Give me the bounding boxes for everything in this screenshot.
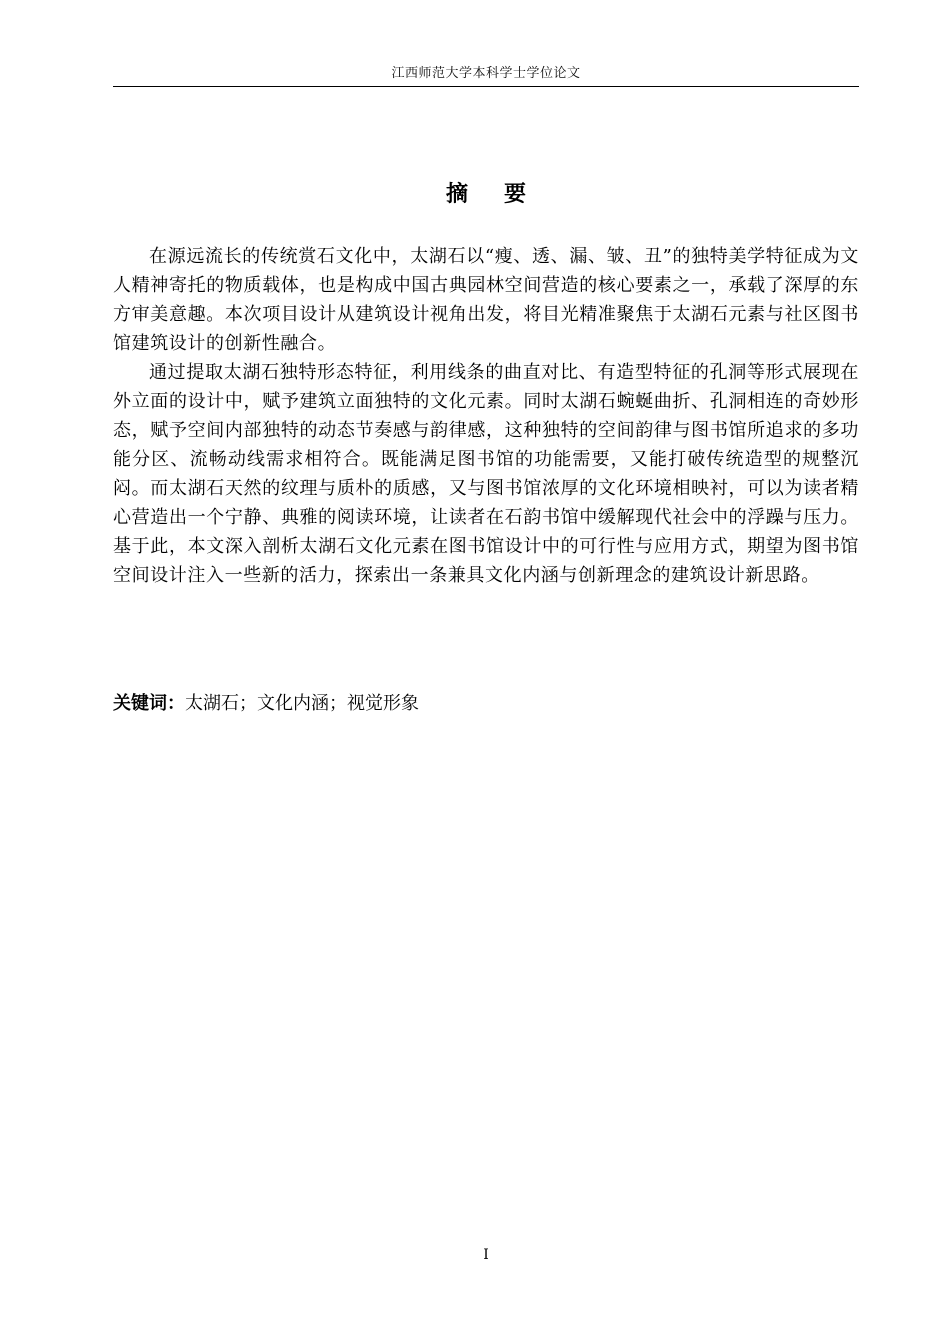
running-header: 江西师范大学本科学士学位论文 <box>391 66 581 81</box>
abstract-paragraph-2: 通过提取太湖石独特形态特征，利用线条的曲直对比、有造型特征的孔洞等形式展现在外立面的设计中，赋予建筑立面独特的文化元素。同时太湖石蜿蜒曲折、孔洞相连的奇妙形态，赋予空间内部独特的动态节奏感与韵律感，这种独特的空间韵律与图书馆所追求的多功能分区、流畅动线需求相符合。既能满足图书馆的功能需要，又能打破传统造型的规整沉闷。而太湖石天然的纹理与质朴的质感，又与图书馆浓厚的文化环境相映衬，可以为读者精心营造出一个宁静、典雅的阅读环境，让读者在石韵书馆中缓解现代社会中的浮躁与压力。基于此，本文深入剖析太湖石文化元素在图书馆设计中的可行性与应用方式，期望为图书馆空间设计注入一些新的活力，探索出一条兼具文化内涵与创新理念的建筑设计新思路。 <box>113 362 859 586</box>
header-divider <box>113 86 859 87</box>
keywords-label: 关键词： <box>113 693 185 714</box>
keywords-text: 太湖石；文化内涵；视觉形象 <box>185 693 419 714</box>
keywords-line <box>113 689 859 718</box>
page-number: I <box>483 1247 489 1263</box>
abstract-body <box>113 242 859 590</box>
abstract-paragraph-1: 在源远流长的传统赏石文化中，太湖石以“瘦、透、漏、皱、丑”的独特美学特征成为文人精神寄托的物质载体，也是构成中国古典园林空间营造的核心要素之一，承载了深厚的东方审美意趣。本次项目设计从建筑设计视角出发，将目光精准聚焦于太湖石元素与社区图书馆建筑设计的创新性融合。 <box>113 246 859 354</box>
abstract-title: 摘要 <box>445 182 562 207</box>
